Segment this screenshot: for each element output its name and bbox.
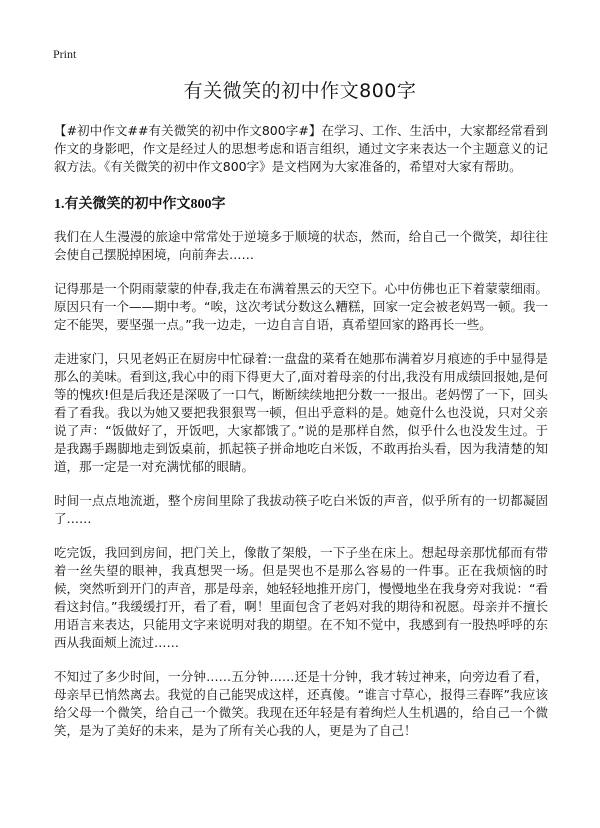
paragraph-6: 不知过了多少时间，一分钟……五分钟……还是十分钟，我才转过神来，向旁边看了看，母亲早已悄然离去。我觉的自己能哭成这样，还真傻。“谁言寸草心，报得三春晖”我应该给父母一个微笑，给自己一个微笑。我现在还年轻是有着绚烂人生机遇的，给自己一个微笑，是为了美好的未来，是为了所有关心我的人，更是为了自己！ <box>54 669 548 738</box>
section-heading: 1.有关微笑的初中作文800字 <box>54 197 226 212</box>
paragraph-1: 我们在人生漫漫的旅途中常常处于逆境多于顺境的状态，然而，给自己一个微笑，却往往会使自己摆脱掉困境，向前奔去…… <box>54 229 548 262</box>
paragraph-4: 时间一点点地流逝，整个房间里除了我拔动筷子吃白米饭的声音，似乎所有的一切都凝固了…… <box>54 493 548 526</box>
intro-paragraph: 【#初中作文##有关微笑的初中作文800字#】在学习、工作、生活中，大家都经常看到作文的身影吧，作文是经过人的思想考虑和语言组织，通过文字来表达一个主题意义的记叙方法。《有关微笑的初中作文800字》是文档网为大家准备的，希望对大家有帮助。 <box>54 123 548 174</box>
paragraph-2: 记得那是一个阴雨蒙蒙的仲春,我走在布满着黑云的天空下。心中仿佛也正下着蒙蒙细雨。原因只有一个——期中考。“唉，这次考试分数这么糟糕，回家一定会被老妈骂一顿。我一定不能哭，要坚强一点。”我一边走，一边自言自语，真希望回家的路再长一些。 <box>54 281 548 332</box>
print-label[interactable]: Print <box>53 47 77 61</box>
page-title: 有关微笑的初中作文800字 <box>183 80 417 102</box>
article-body <box>54 122 548 756</box>
paragraph-3: 走进家门，只见老妈正在厨房中忙碌着:一盘盘的菜肴在她那布满着岁月痕迹的手中显得是那么的美味。看到这,我心中的雨下得更大了,面对着母亲的付出,我没有用成绩回报她,是何等的愧疚!但是后我还是深吸了一口气，断断续续地把分数一一报出。老妈愣了一下，回头看了看我。我以为她又要把我狠狠骂一顿，但出乎意料的是。她竟什么也没说，只对父亲说了声：“饭做好了，开饭吧，大家都饿了。”说的是那样自然，似乎什么也没发生过。于是我踢手踢脚地走到饭桌前，抓起筷子拼命地吃白米饭，不敢再抬头看，因为我清楚的知道，那一定是一对充满忧郁的眼睛。 <box>54 351 548 474</box>
paragraph-5: 吃完饭，我回到房间，把门关上，像散了架般，一下子坐在床上。想起母亲那忧郁而有带着一丝失望的眼神，我真想哭一场。但是哭也不是那么容易的一件事。正在我烦恼的时候，突然听到开门的声音，那是母亲，她轻轻地推开房门，慢慢地坐在我身旁对我说：“看看这封信。”我缓缓打开，看了看，啊！里面包含了老妈对我的期待和祝愿。母亲并不擅长用语言来表达，只能用文字来说明对我的期望。在不知不觉中，我感到有一股热呼呼的东西从我面颊上流过…… <box>54 545 548 650</box>
